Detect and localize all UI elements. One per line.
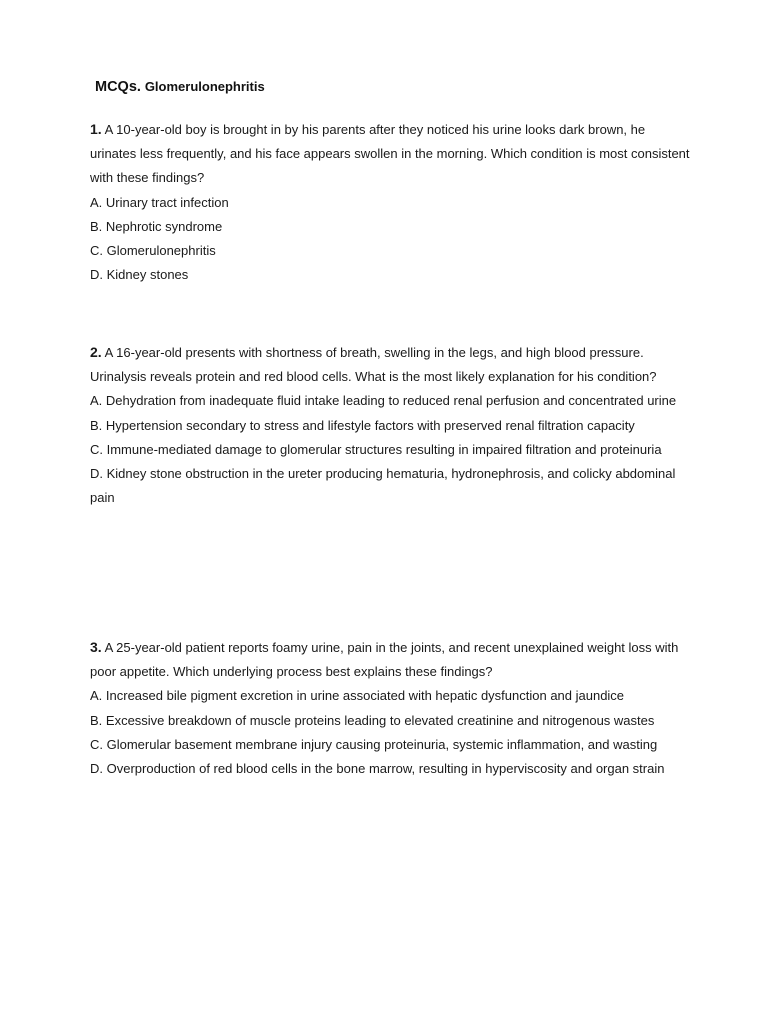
answer-options xyxy=(90,191,690,288)
title-prefix: MCQs. xyxy=(95,79,141,95)
answer-option-c: C. Glomerulonephritis xyxy=(90,243,216,259)
answer-options xyxy=(90,684,690,781)
document-title xyxy=(95,78,265,95)
answer-option-c: C. Immune-mediated damage to glomerular structures resulting in impaired filtration and proteinuria xyxy=(90,441,662,457)
answer-option-a: A. Increased bile pigment excretion in urine associated with hepatic dysfunction and jaundice xyxy=(90,688,625,704)
question-2 xyxy=(90,340,690,510)
answer-option-c: C. Glomerular basement membrane injury causing proteinuria, systemic inflammation, and wasting xyxy=(90,736,658,752)
answer-options xyxy=(90,389,690,510)
question-stem xyxy=(90,117,690,191)
question-text: A 25-year-old patient reports foamy urine, pain in the joints, and recent unexplained weight loss with poor appetite. Which underlying process best explains these findings? xyxy=(90,640,679,680)
question-stem xyxy=(90,635,690,684)
question-text: A 16-year-old presents with shortness of breath, swelling in the legs, and high blood pressure. Urinalysis reveals protein and red blood cells. What is the most likely explanation for his condition? xyxy=(90,345,657,385)
answer-option-d: D. Kidney stone obstruction in the ureter producing hematuria, hydronephrosis, and colicky abdominal pain xyxy=(90,466,676,506)
question-1 xyxy=(90,117,690,287)
question-number: 2. xyxy=(90,344,102,360)
answer-option-a: A. Dehydration from inadequate fluid intake leading to reduced renal perfusion and concentrated urine xyxy=(90,393,677,409)
answer-option-b: B. Nephrotic syndrome xyxy=(90,218,223,234)
question-number: 1. xyxy=(90,121,102,137)
title-topic: Glomerulonephritis xyxy=(144,79,265,94)
question-3 xyxy=(90,635,690,781)
question-stem xyxy=(90,340,690,389)
answer-option-d: D. Overproduction of red blood cells in the bone marrow, resulting in hyperviscosity and organ strain xyxy=(90,761,665,777)
answer-option-a: A. Urinary tract infection xyxy=(90,194,229,210)
answer-option-d: D. Kidney stones xyxy=(90,267,189,283)
answer-option-b: B. Excessive breakdown of muscle proteins leading to elevated creatinine and nitrogenous wastes xyxy=(90,712,655,728)
question-text: A 10-year-old boy is brought in by his parents after they noticed his urine looks dark brown, he urinates less frequently, and his face appears swollen in the morning. Which condition is most consistent with these findings? xyxy=(90,122,690,186)
answer-option-b: B. Hypertension secondary to stress and lifestyle factors with preserved renal filtration capacity xyxy=(90,417,635,433)
question-number: 3. xyxy=(90,639,102,655)
